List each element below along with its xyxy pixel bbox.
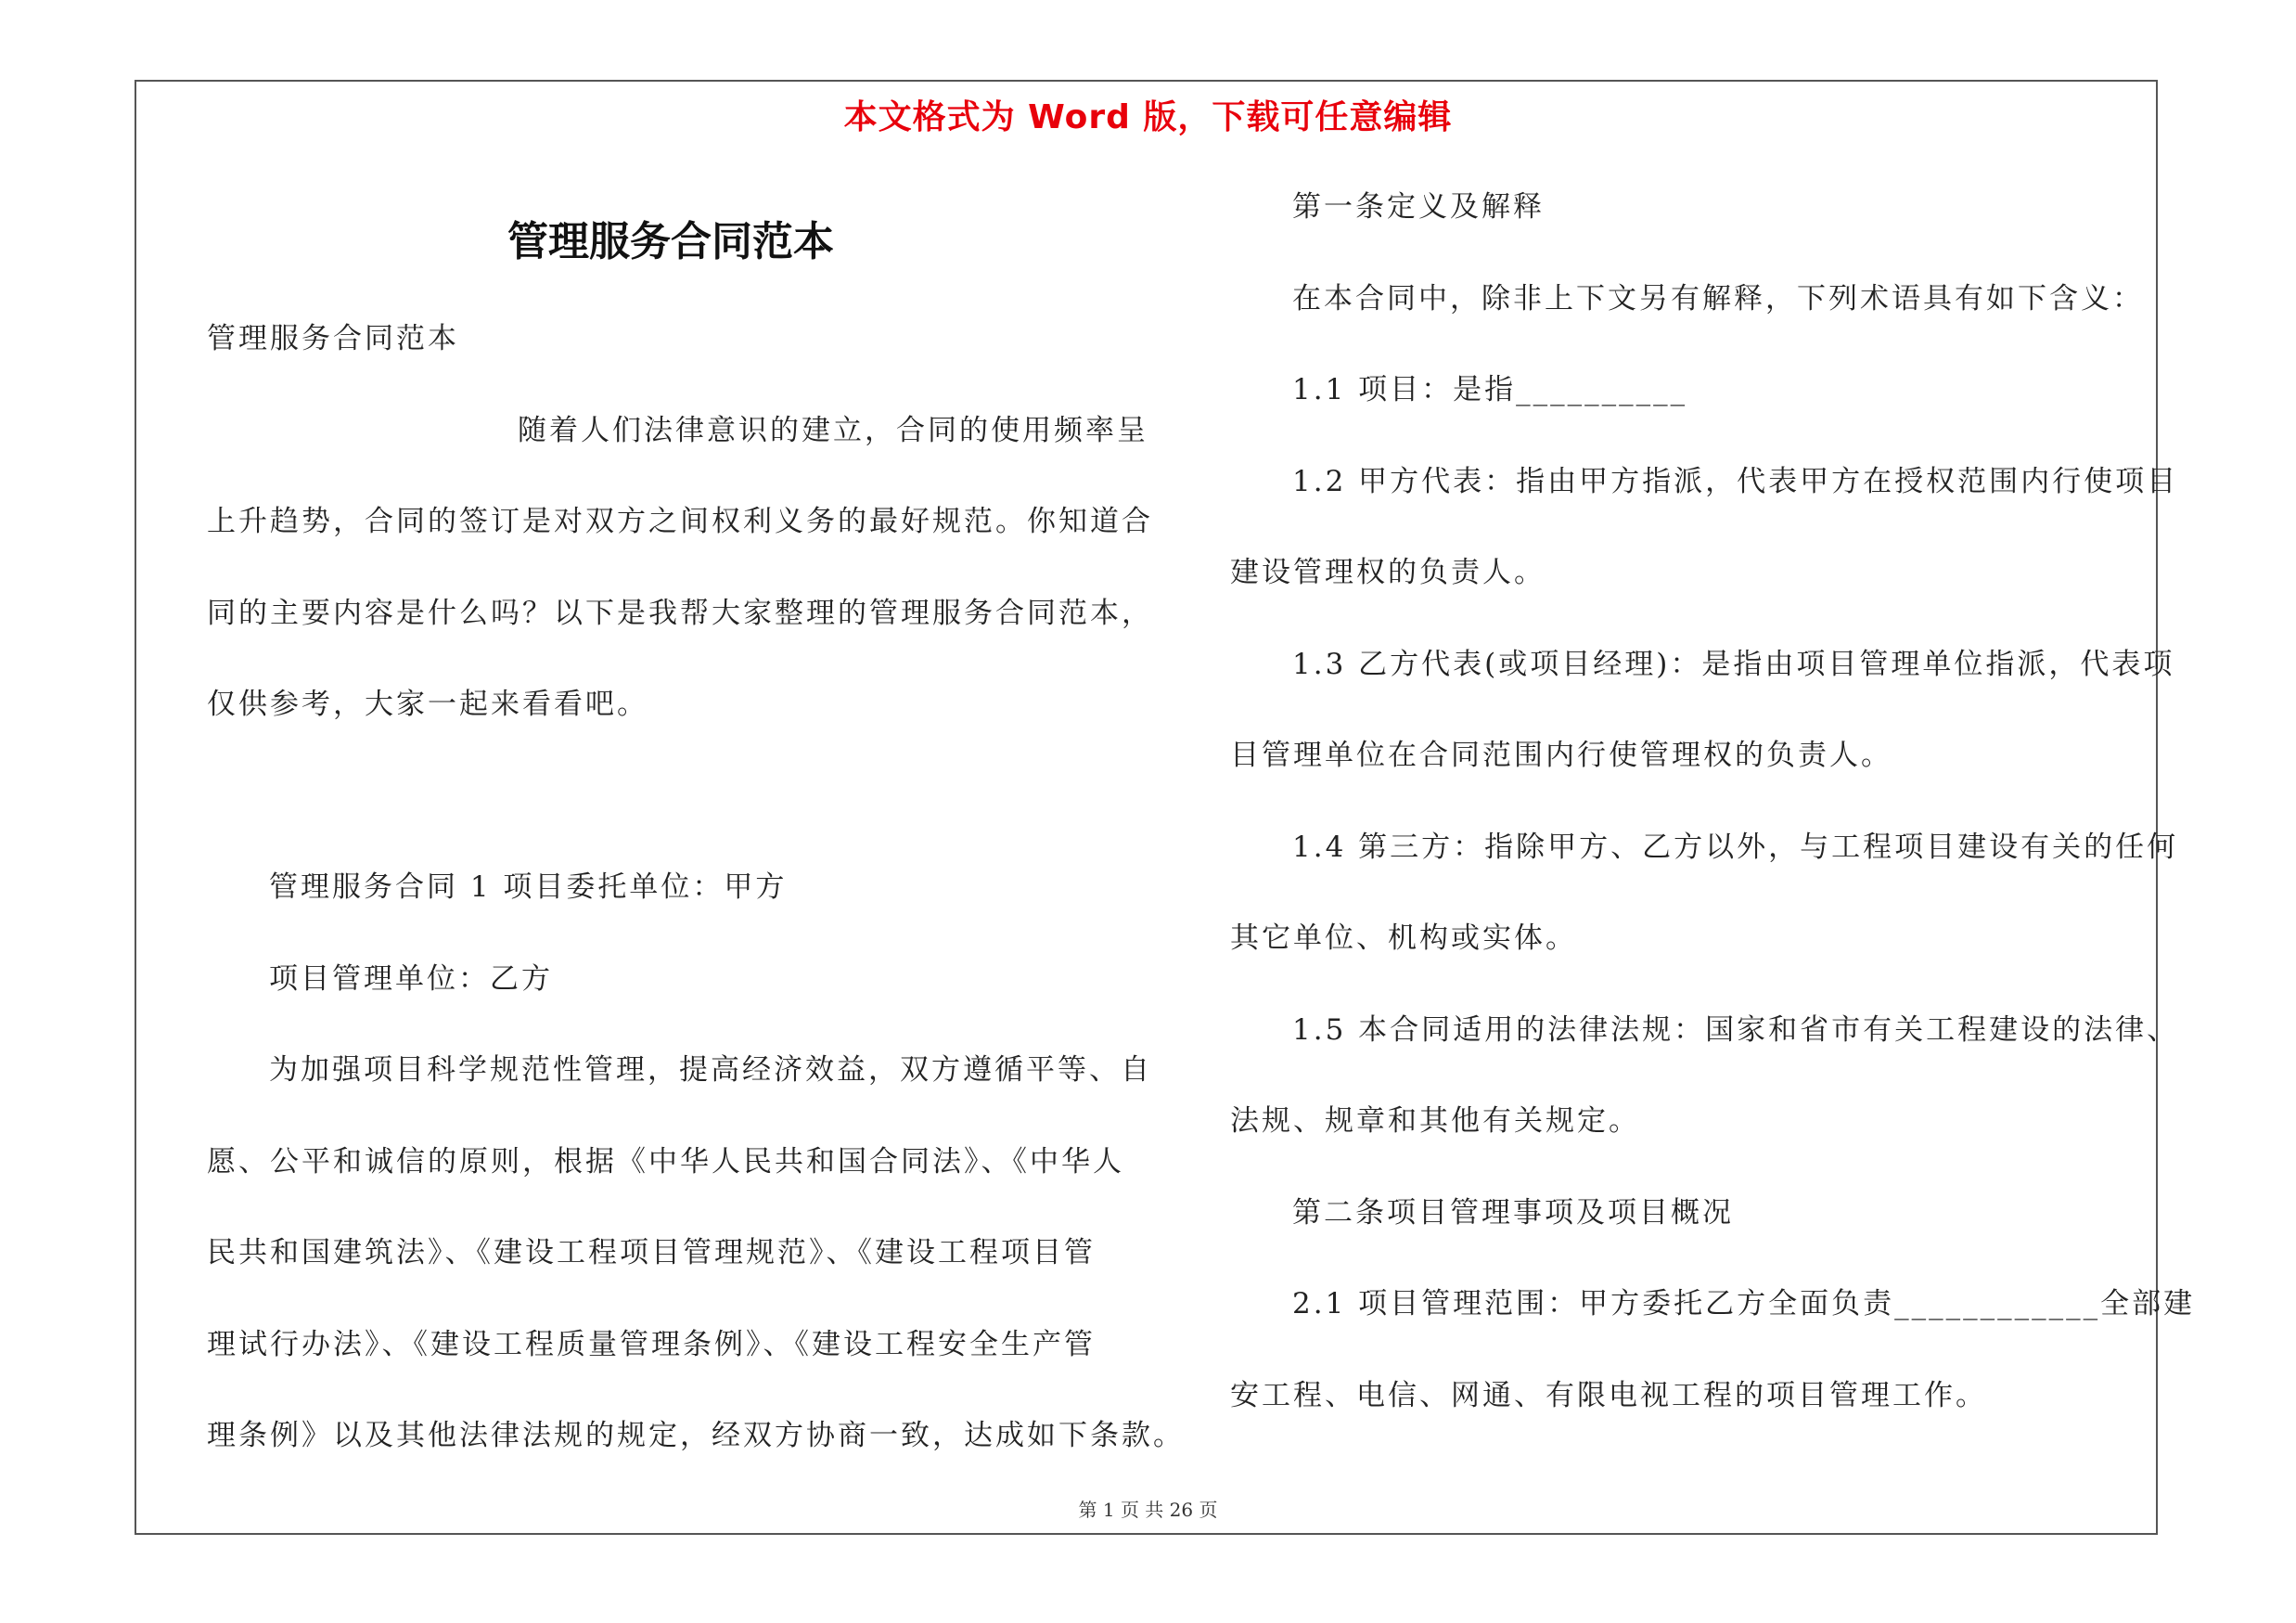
text-line: 第二条项目管理事项及项目概况 bbox=[1292, 1195, 1734, 1230]
text-line: 1.5 本合同适用的法律法规：国家和省市有关工程建设的法律、 bbox=[1292, 1012, 2179, 1047]
text-line: 1.1 项目：是指__________ bbox=[1292, 373, 1688, 406]
page-number: 第 1 页 共 26 页 bbox=[1078, 1499, 1218, 1521]
text-line: 同的主要内容是什么吗？以下是我帮大家整理的管理服务合同范本， bbox=[207, 596, 1153, 630]
text-line: 为加强项目科学规范性管理，提高经济效益，双方遵循平等、自 bbox=[269, 1053, 1152, 1087]
text-line: 管理服务合同范本 bbox=[207, 322, 459, 355]
text-line: 随着人们法律意识的建立，合同的使用频率呈 bbox=[518, 413, 1148, 447]
text-line: 理条例》以及其他法律法规的规定，经双方协商一致，达成如下条款。 bbox=[207, 1419, 1185, 1452]
text-line: 目管理单位在合同范围内行使管理权的负责人。 bbox=[1230, 739, 1892, 772]
text-line: 理试行办法》、《建设工程质量管理条例》、《建设工程安全生产管 bbox=[207, 1327, 1096, 1361]
text-line: 2.1 项目管理范围：甲方委托乙方全面负责____________全部建 bbox=[1292, 1287, 2196, 1320]
text-line: 民共和国建筑法》、《建设工程项目管理规范》、《建设工程项目管 bbox=[207, 1236, 1096, 1269]
text-line: 安工程、电信、网通、有限电视工程的项目管理工作。 bbox=[1230, 1378, 1987, 1412]
text-line: 愿、公平和诚信的原则，根据《中华人民共和国合同法》、《中华人 bbox=[207, 1144, 1124, 1179]
text-line: 上升趋势，合同的签订是对双方之间权利义务的最好规范。你知道合 bbox=[207, 505, 1153, 538]
text-line: 项目管理单位：乙方 bbox=[269, 961, 553, 996]
text-line: 管理服务合同 1 项目委托单位：甲方 bbox=[269, 870, 788, 904]
document-title: 管理服务合同范本 bbox=[507, 218, 834, 265]
text-line: 建设管理权的负责人。 bbox=[1230, 556, 1546, 589]
text-line: 1.4 第三方：指除甲方、乙方以外，与工程项目建设有关的任何 bbox=[1292, 830, 2179, 864]
text-line: 1.3 乙方代表(或项目经理)：是指由项目管理单位指派，代表项 bbox=[1292, 647, 2175, 681]
text-line: 在本合同中，除非上下文另有解释，下列术语具有如下含义： bbox=[1292, 281, 2144, 316]
text-line: 1.2 甲方代表：指由甲方指派，代表甲方在授权范围内行使项目 bbox=[1292, 464, 2179, 498]
text-line: 第一条定义及解释 bbox=[1292, 190, 1545, 224]
text-line: 其它单位、机构或实体。 bbox=[1230, 921, 1577, 955]
text-line: 仅供参考，大家一起来看看吧。 bbox=[207, 688, 648, 721]
format-banner: 本文格式为 Word 版，下载可任意编辑 bbox=[843, 98, 1453, 136]
text-line: 法规、规章和其他有关规定。 bbox=[1230, 1104, 1640, 1138]
